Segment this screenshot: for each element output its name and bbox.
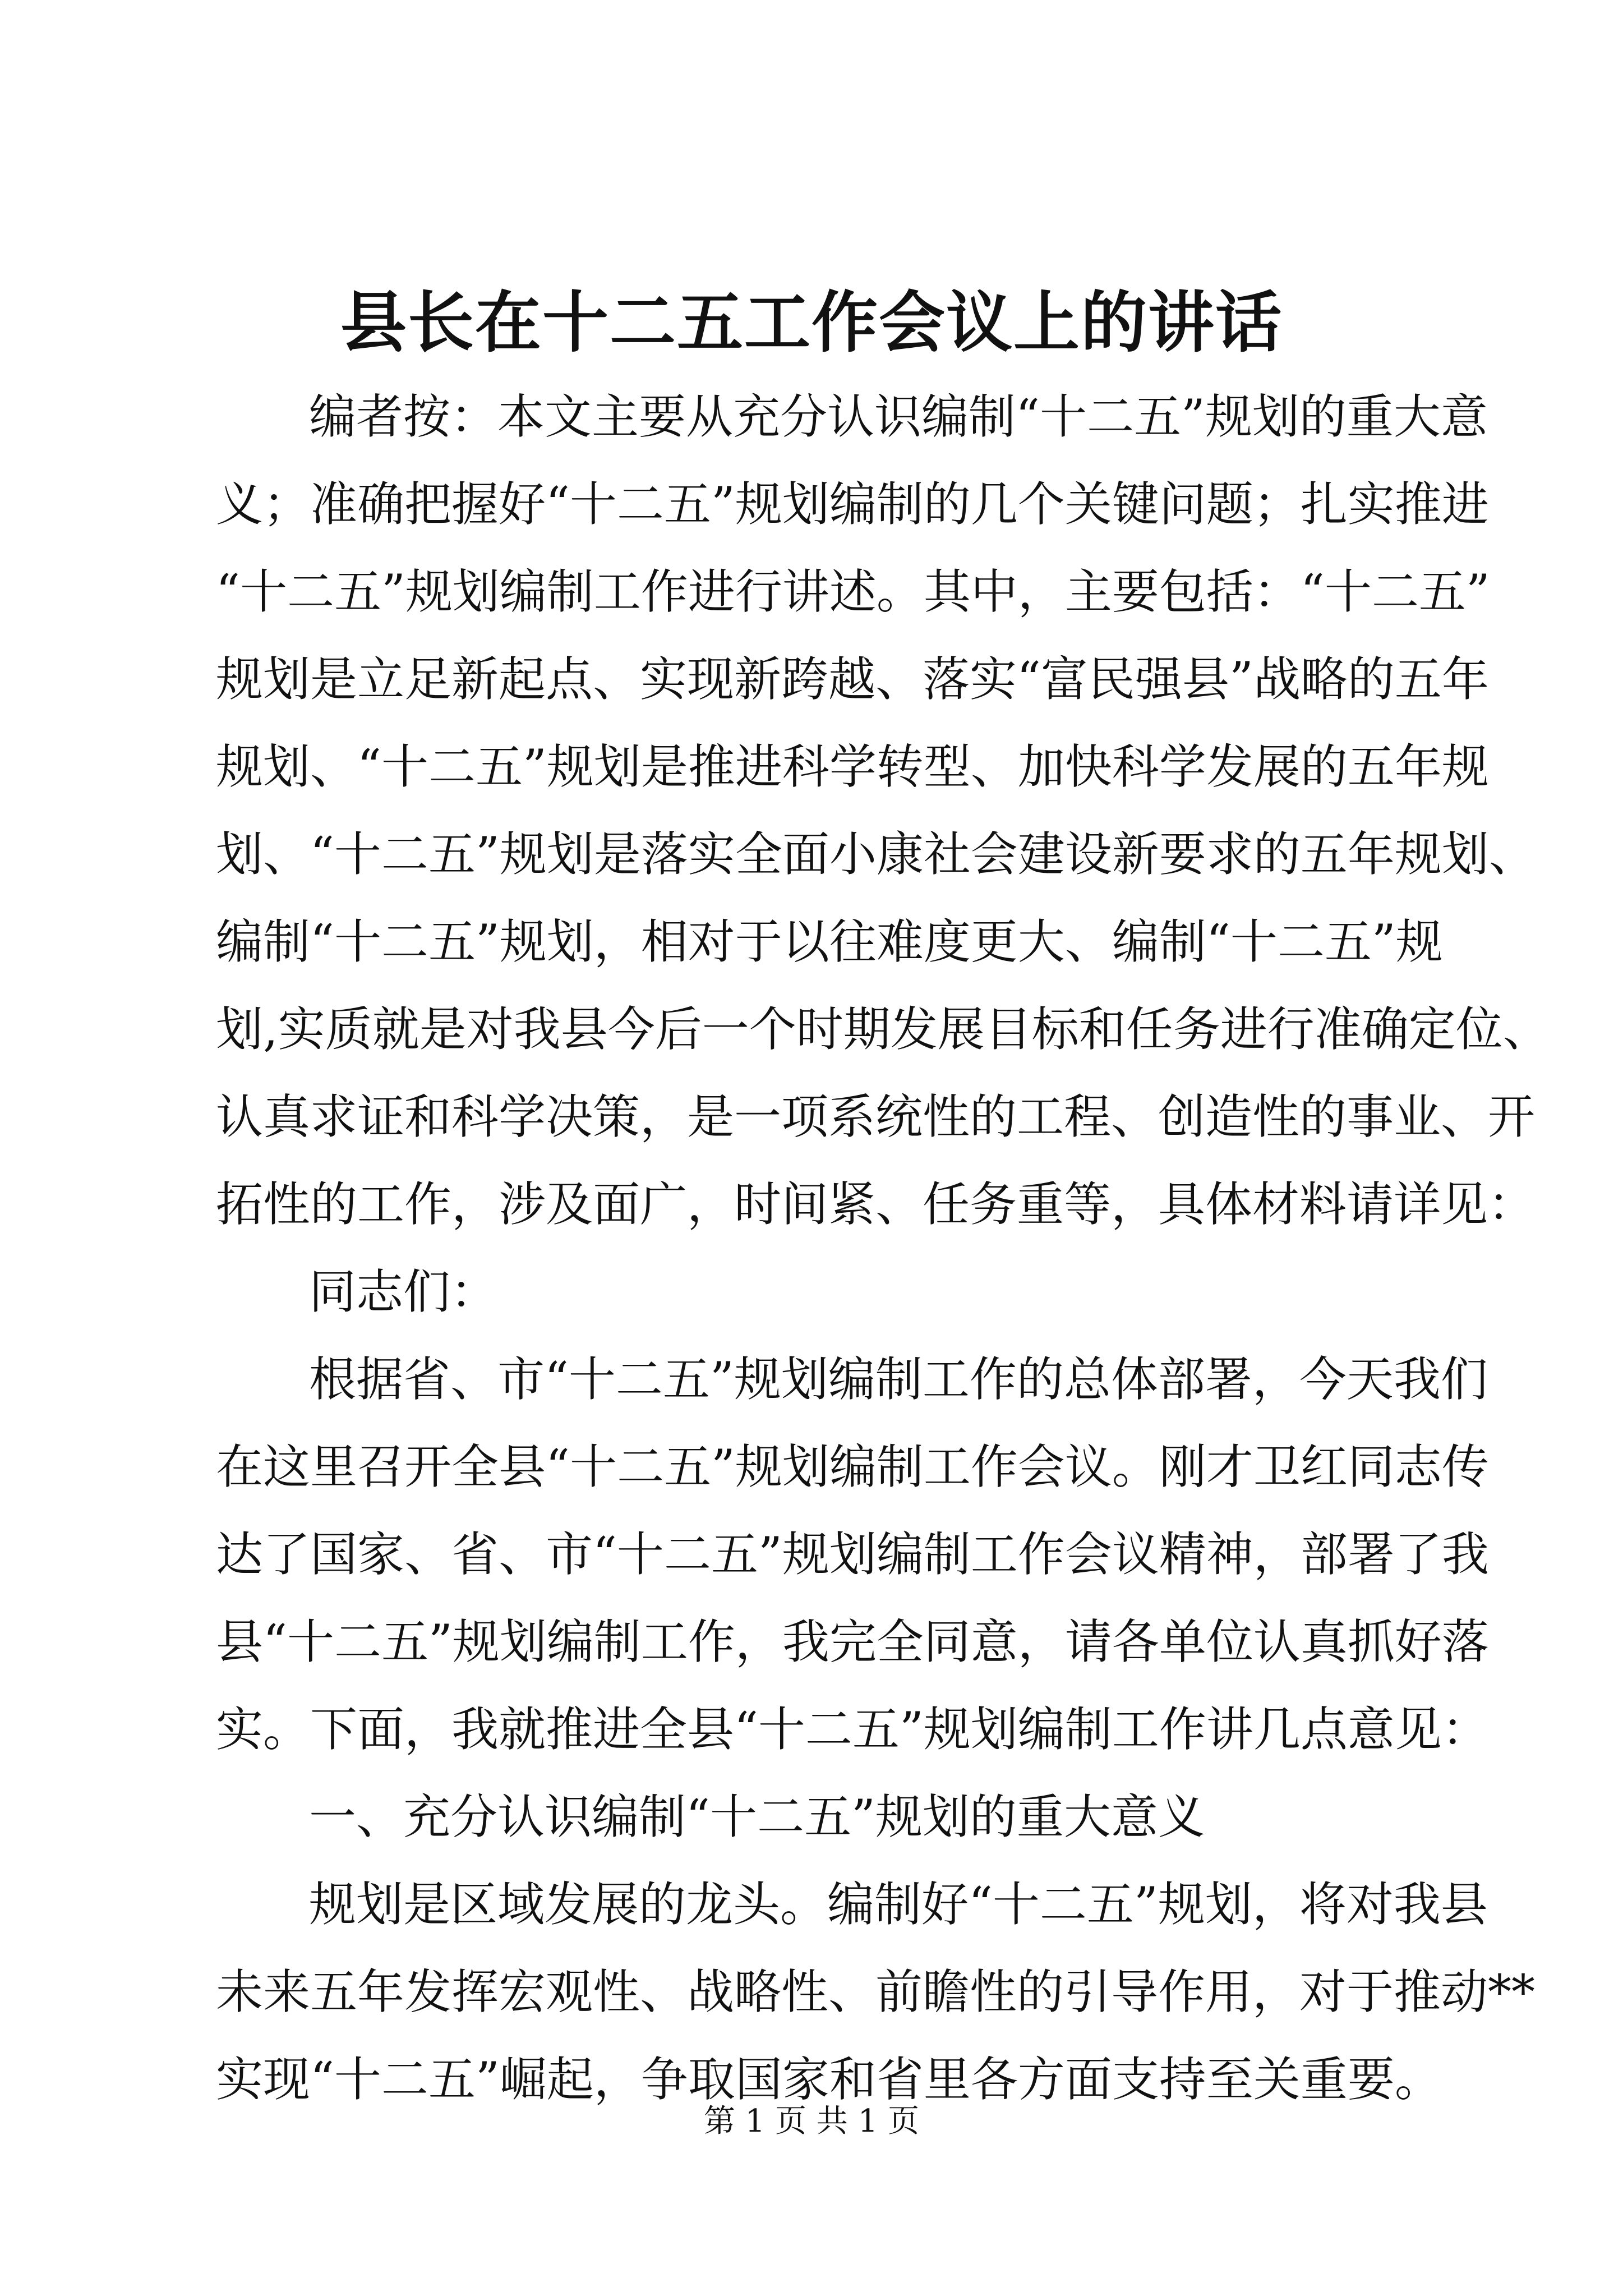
paragraph-line: 未来五年发挥宏观性、战略性、前瞻性的引导作用，对于推动**: [216, 1964, 1536, 2019]
paragraph-line: 认真求证和科学决策，是一项系统性的工程、创造性的事业、开: [216, 1089, 1536, 1144]
paragraph-line: 规划是区域发展的龙头。编制好“十二五”规划，将对我县: [309, 1877, 1488, 1932]
document-body: [216, 373, 1550, 2123]
section-heading: 一、充分认识编制“十二五”规划的重大意义: [309, 1789, 1205, 1844]
document-title: 县长在十二五工作会议上的讲话: [340, 283, 1283, 361]
paragraph-line: “十二五”规划编制工作进行讲述。其中，主要包括：“十二五”: [216, 564, 1490, 619]
paragraph-line: 编者按：本文主要从充分认识编制“十二五”规划的重大意: [309, 389, 1488, 444]
paragraph-line: 编制“十二五”规划，相对于以往难度更大、编制“十二五”规: [216, 914, 1443, 969]
paragraph-line: 拓性的工作，涉及面广，时间紧、任务重等，具体材料请详见：: [216, 1177, 1536, 1232]
paragraph-line: 在这里召开全县“十二五”规划编制工作会议。刚才卫红同志传: [216, 1439, 1489, 1494]
paragraph-line: 规划是立足新起点、实现新跨越、落实“富民强县”战略的五年: [216, 652, 1489, 707]
page-number-footer: 第 1 页 共 1 页: [703, 2103, 920, 2139]
salutation-line: 同志们：: [309, 1264, 498, 1319]
paragraph-line: 达了国家、省、市“十二五”规划编制工作会议精神，部署了我: [216, 1527, 1489, 1582]
paragraph-line: 实现“十二五”崛起，争取国家和省里各方面支持至关重要。: [216, 2052, 1442, 2107]
paragraph-line: 义；准确把握好“十二五”规划编制的几个关键问题；扎实推进: [216, 477, 1489, 532]
paragraph-line: 划、“十二五”规划是落实全面小康社会建设新要求的五年规划、: [216, 827, 1536, 882]
paragraph-line: 根据省、市“十二五”规划编制工作的总体部署，今天我们: [309, 1352, 1488, 1407]
paragraph-line: 划,实质就是对我县今后一个时期发展目标和任务进行准确定位、: [216, 1002, 1550, 1057]
paragraph-line: 规划、“十二五”规划是推进科学转型、加快科学发展的五年规: [216, 739, 1489, 794]
paragraph-line: 县“十二五”规划编制工作，我完全同意，请各单位认真抓好落: [216, 1614, 1489, 1669]
paragraph-line: 实。下面，我就推进全县“十二五”规划编制工作讲几点意见：: [216, 1702, 1489, 1757]
